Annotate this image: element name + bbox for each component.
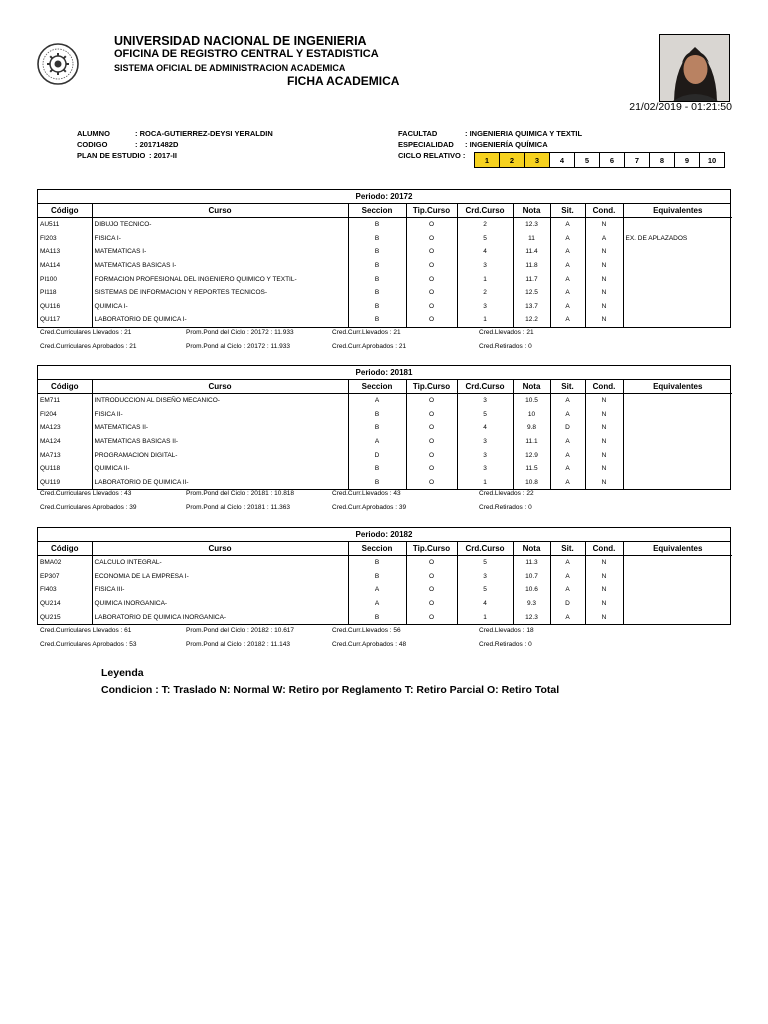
cell-tip: O [406, 218, 457, 232]
summary-c2: Cred.Curr.Aprobados : 39 [332, 504, 407, 511]
cell-seccion: B [348, 300, 406, 314]
column-header-curso: Curso [92, 204, 348, 218]
cell-seccion: B [348, 218, 406, 232]
cell-sit: A [550, 218, 585, 232]
column-header-crd: Crd.Curso [457, 380, 513, 394]
student-photo [659, 34, 730, 102]
cell-tip: O [406, 462, 457, 476]
summary-a2: Cred.Curriculares Aprobados : 39 [40, 504, 137, 511]
cell-equiv [623, 259, 732, 273]
cell-codigo: MA113 [38, 245, 92, 259]
cell-seccion: B [348, 286, 406, 300]
cell-codigo: MA713 [38, 448, 92, 462]
cell-nota: 13.7 [513, 300, 550, 314]
cell-tip: O [406, 245, 457, 259]
summary-c1: Cred.Curr.Llevados : 43 [332, 490, 401, 497]
cell-nota: 11.3 [513, 556, 550, 570]
course-row [38, 245, 732, 259]
cell-crd: 3 [457, 462, 513, 476]
cell-crd: 1 [457, 476, 513, 490]
cell-nota: 10.8 [513, 476, 550, 490]
cell-crd: 5 [457, 583, 513, 597]
cell-nota: 10.6 [513, 583, 550, 597]
period-table [37, 189, 731, 328]
cell-cond: N [585, 610, 623, 624]
course-row [38, 462, 732, 476]
column-header-curso: Curso [92, 542, 348, 556]
cell-tip: O [406, 435, 457, 449]
cell-codigo: QU118 [38, 462, 92, 476]
cell-equiv: EX. DE APLAZADOS [625, 234, 688, 242]
ciclo-cell: 3 [525, 153, 550, 168]
ciclo-cell: 5 [575, 153, 600, 168]
cell-tip: O [406, 408, 457, 422]
cell-codigo: EP307 [38, 570, 92, 584]
cell-curso: FISICA II- [92, 408, 348, 422]
especialidad-label: ESPECIALIDAD [398, 140, 454, 149]
cell-crd: 4 [457, 245, 513, 259]
cell-sit: A [550, 232, 585, 246]
cell-cond: N [585, 583, 623, 597]
course-row [38, 232, 732, 246]
cell-crd: 3 [457, 394, 513, 408]
column-header-sit: Sit. [550, 380, 585, 394]
cell-codigo: QU116 [38, 300, 92, 314]
cell-curso: MATEMATICAS II- [92, 421, 348, 435]
cell-tip: O [406, 313, 457, 327]
column-header-nota: Nota [513, 380, 550, 394]
cell-curso: MATEMATICAS BASICAS I- [92, 259, 348, 273]
cell-seccion: B [348, 610, 406, 624]
cell-seccion: B [348, 272, 406, 286]
cell-equiv [623, 245, 732, 259]
period-summary [40, 490, 730, 516]
cell-equiv [623, 218, 732, 232]
cell-tip: O [406, 583, 457, 597]
cell-tip: O [406, 570, 457, 584]
cell-equiv [623, 556, 732, 570]
summary-b1: Prom.Pond del Ciclo : 20182 : 10.617 [186, 627, 295, 634]
column-header-tip: Tip.Curso [406, 204, 457, 218]
course-row [38, 300, 732, 314]
cell-sit: A [550, 272, 585, 286]
ciclo-cell: 8 [650, 153, 675, 168]
cell-crd: 5 [457, 232, 513, 246]
column-header-seccion: Seccion [348, 380, 406, 394]
cell-nota: 10.5 [513, 394, 550, 408]
cell-crd: 3 [457, 570, 513, 584]
cell-cond: N [585, 313, 623, 327]
cell-crd: 1 [457, 272, 513, 286]
period-table [37, 365, 731, 490]
cell-curso: SISTEMAS DE INFORMACION Y REPORTES TECNICOS- [92, 286, 348, 300]
course-row [38, 610, 732, 624]
cell-nota: 10.7 [513, 570, 550, 584]
cell-nota: 9.3 [513, 597, 550, 611]
cell-nota: 12.9 [513, 448, 550, 462]
cell-curso: LABORATORIO DE QUIMICA I- [92, 313, 348, 327]
cell-sit: A [550, 448, 585, 462]
university-name: UNIVERSIDAD NACIONAL DE INGENIERIA [114, 34, 367, 48]
cell-nota: 12.2 [513, 313, 550, 327]
codigo-value: : 20171482D [135, 140, 179, 149]
cell-tip: O [406, 421, 457, 435]
cell-sit: D [550, 421, 585, 435]
cell-sit: A [550, 462, 585, 476]
print-timestamp: 21/02/2019 - 01:21:50 [629, 101, 732, 113]
ciclo-cell: 1 [475, 153, 500, 168]
summary-a2: Cred.Curriculares Aprobados : 53 [40, 641, 137, 648]
course-row [38, 597, 732, 611]
cell-codigo: QU119 [38, 476, 92, 490]
course-row [38, 408, 732, 422]
cell-nota: 10 [513, 408, 550, 422]
period-summary [40, 627, 730, 653]
cell-crd: 3 [457, 448, 513, 462]
ciclo-cell: 7 [625, 153, 650, 168]
cell-sit: D [550, 597, 585, 611]
cell-equiv [623, 300, 732, 314]
cell-crd: 5 [457, 408, 513, 422]
cell-equiv [623, 583, 732, 597]
cell-equiv [623, 408, 732, 422]
summary-b1: Prom.Pond del Ciclo : 20181 : 10.818 [186, 490, 295, 497]
cell-equiv [623, 394, 732, 408]
ciclo-relativo-label: CICLO RELATIVO : [398, 151, 466, 160]
office-name: OFICINA DE REGISTRO CENTRAL Y ESTADISTICA [114, 48, 379, 60]
summary-d1: Cred.Llevados : 21 [479, 329, 534, 336]
facultad-value: : INGENIERIA QUIMICA Y TEXTIL [465, 129, 583, 138]
ciclo-cell: 10 [700, 153, 725, 168]
course-row [38, 218, 732, 232]
cell-codigo: MA124 [38, 435, 92, 449]
cell-equiv [623, 286, 732, 300]
cell-nota: 11.5 [513, 462, 550, 476]
cell-curso: MATEMATICAS I- [92, 245, 348, 259]
cell-codigo: MA114 [38, 259, 92, 273]
cell-nota: 11.4 [513, 245, 550, 259]
cell-tip: O [406, 232, 457, 246]
cell-crd: 2 [457, 218, 513, 232]
column-header-codigo: Código [38, 380, 92, 394]
column-header-equiv: Equivalentes [623, 542, 732, 556]
cell-curso: MATEMATICAS BASICAS II- [92, 435, 348, 449]
document-title: FICHA ACADEMICA [287, 74, 400, 88]
cell-codigo: PI100 [38, 272, 92, 286]
alumno-label: ALUMNO [77, 129, 110, 138]
cell-nota: 11 [513, 232, 550, 246]
summary-c1: Cred.Curr.Llevados : 56 [332, 627, 401, 634]
cell-curso: DIBUJO TECNICO- [92, 218, 348, 232]
cell-nota: 12.3 [513, 218, 550, 232]
cell-cond: N [585, 286, 623, 300]
cell-cond: N [585, 272, 623, 286]
alumno-value: : ROCA-GUTIERREZ-DEYSI YERALDIN [135, 129, 273, 138]
cell-sit: A [550, 583, 585, 597]
cell-tip: O [406, 394, 457, 408]
summary-c2: Cred.Curr.Aprobados : 48 [332, 641, 407, 648]
cell-sit: A [550, 313, 585, 327]
course-row [38, 313, 732, 327]
cell-tip: O [406, 448, 457, 462]
period-summary [40, 329, 730, 355]
cell-sit: A [550, 476, 585, 490]
cell-tip: O [406, 286, 457, 300]
column-header-cond: Cond. [585, 542, 623, 556]
course-row [38, 259, 732, 273]
course-row [38, 272, 732, 286]
legend-condition-text: Condicion : T: Traslado N: Normal W: Retiro por Reglamento T: Retiro Parcial O: Retiro Total [101, 684, 560, 696]
cell-seccion: B [348, 313, 406, 327]
cell-seccion: B [348, 232, 406, 246]
cell-curso: LABORATORIO DE QUIMICA INORGANICA- [92, 610, 348, 624]
cell-seccion: A [348, 583, 406, 597]
cell-crd: 3 [457, 435, 513, 449]
cell-equiv [623, 448, 732, 462]
cell-equiv [623, 272, 732, 286]
cell-cond: N [585, 421, 623, 435]
column-header-sit: Sit. [550, 542, 585, 556]
column-header-equiv: Equivalentes [623, 204, 732, 218]
cell-nota: 11.7 [513, 272, 550, 286]
column-header-nota: Nota [513, 204, 550, 218]
summary-d2: Cred.Retirados : 0 [479, 504, 532, 511]
cell-nota: 12.5 [513, 286, 550, 300]
column-header-codigo: Código [38, 204, 92, 218]
cell-codigo: FI403 [38, 583, 92, 597]
cell-equiv [623, 476, 732, 490]
cell-curso: ECONOMIA DE LA EMPRESA I- [92, 570, 348, 584]
cell-curso: FORMACION PROFESIONAL DEL INGENIERO QUIMICO Y TEXTIL- [92, 272, 348, 286]
column-header-cond: Cond. [585, 204, 623, 218]
cell-sit: A [550, 435, 585, 449]
cell-cond: N [585, 462, 623, 476]
cell-seccion: A [348, 597, 406, 611]
cell-cond: N [585, 597, 623, 611]
ciclo-cell: 2 [500, 153, 525, 168]
cell-equiv [623, 610, 732, 624]
cell-seccion: B [348, 259, 406, 273]
cell-codigo: MA123 [38, 421, 92, 435]
facultad-label: FACULTAD [398, 129, 438, 138]
cell-curso: QUIMICA INORGANICA- [92, 597, 348, 611]
summary-a2: Cred.Curriculares Aprobados : 21 [40, 343, 137, 350]
course-row [38, 394, 732, 408]
ciclo-cell: 4 [550, 153, 575, 168]
legend-title: Leyenda [101, 667, 144, 679]
cell-cond: N [585, 408, 623, 422]
cell-tip: O [406, 259, 457, 273]
cell-nota: 12.3 [513, 610, 550, 624]
cell-codigo: QU215 [38, 610, 92, 624]
cell-codigo: QU214 [38, 597, 92, 611]
cell-nota: 11.8 [513, 259, 550, 273]
cell-tip: O [406, 300, 457, 314]
course-row [38, 435, 732, 449]
cell-sit: A [550, 408, 585, 422]
cell-curso: FISICA I- [92, 232, 348, 246]
cell-crd: 3 [457, 300, 513, 314]
cell-seccion: B [348, 245, 406, 259]
codigo-label: CODIGO [77, 140, 108, 149]
ciclo-cell: 6 [600, 153, 625, 168]
cell-cond: N [585, 556, 623, 570]
course-row [38, 556, 732, 570]
course-row [38, 570, 732, 584]
cell-codigo: EM711 [38, 394, 92, 408]
cell-nota: 11.1 [513, 435, 550, 449]
column-header-crd: Crd.Curso [457, 542, 513, 556]
summary-a1: Cred.Curriculares Llevados : 61 [40, 627, 132, 634]
summary-a1: Cred.Curriculares Llevados : 43 [40, 490, 132, 497]
especialidad-value: : INGENIERÍA QUÍMICA [465, 140, 548, 149]
cell-seccion: A [348, 394, 406, 408]
plan-value: : 2017-II [149, 151, 177, 160]
cell-cond: N [585, 300, 623, 314]
cell-sit: A [550, 259, 585, 273]
cell-crd: 4 [457, 421, 513, 435]
cell-tip: O [406, 272, 457, 286]
cell-codigo: QU117 [38, 313, 92, 327]
cell-curso: CALCULO INTEGRAL- [92, 556, 348, 570]
cell-nota: 9.8 [513, 421, 550, 435]
cell-curso: FISICA III- [92, 583, 348, 597]
period-title: Periodo: 20172 [38, 190, 730, 204]
column-header-seccion: Seccion [348, 542, 406, 556]
cell-sit: A [550, 245, 585, 259]
summary-b2: Prom.Pond al Ciclo : 20181 : 11.363 [186, 504, 290, 511]
cell-curso: QUIMICA II- [92, 462, 348, 476]
cell-cond: A [585, 232, 623, 246]
cell-sit: A [550, 610, 585, 624]
system-name: SISTEMA OFICIAL DE ADMINISTRACION ACADEMICA [114, 63, 346, 73]
summary-a1: Cred.Curriculares Llevados : 21 [40, 329, 132, 336]
summary-c1: Cred.Curr.Llevados : 21 [332, 329, 401, 336]
cell-seccion: B [348, 570, 406, 584]
cell-sit: A [550, 286, 585, 300]
cell-cond: N [585, 259, 623, 273]
cell-codigo: PI118 [38, 286, 92, 300]
ciclo-cell: 9 [675, 153, 700, 168]
column-header-tip: Tip.Curso [406, 542, 457, 556]
cell-cond: N [585, 218, 623, 232]
cell-seccion: D [348, 448, 406, 462]
cell-equiv [623, 462, 732, 476]
column-header-equiv: Equivalentes [623, 380, 732, 394]
summary-b1: Prom.Pond del Ciclo : 20172 : 11.933 [186, 329, 294, 336]
column-header-nota: Nota [513, 542, 550, 556]
cell-equiv [623, 313, 732, 327]
cell-tip: O [406, 476, 457, 490]
column-header-sit: Sit. [550, 204, 585, 218]
cell-seccion: B [348, 421, 406, 435]
cell-curso: PROGRAMACION DIGITAL- [92, 448, 348, 462]
cell-codigo: BMA02 [38, 556, 92, 570]
period-table [37, 527, 731, 625]
cell-codigo: FI204 [38, 408, 92, 422]
cell-codigo: AU511 [38, 218, 92, 232]
cell-sit: A [550, 394, 585, 408]
course-row [38, 583, 732, 597]
column-header-seccion: Seccion [348, 204, 406, 218]
cell-seccion: B [348, 476, 406, 490]
cell-equiv [623, 435, 732, 449]
cell-cond: N [585, 570, 623, 584]
cell-tip: O [406, 597, 457, 611]
cell-crd: 2 [457, 286, 513, 300]
ciclo-relativo-grid [474, 152, 725, 168]
column-header-cond: Cond. [585, 380, 623, 394]
cell-crd: 3 [457, 259, 513, 273]
cell-equiv [623, 421, 732, 435]
cell-seccion: B [348, 408, 406, 422]
column-header-tip: Tip.Curso [406, 380, 457, 394]
course-row [38, 448, 732, 462]
cell-cond: N [585, 394, 623, 408]
column-header-crd: Crd.Curso [457, 204, 513, 218]
cell-crd: 1 [457, 610, 513, 624]
course-row [38, 476, 732, 490]
cell-codigo: FI203 [38, 232, 92, 246]
cell-crd: 4 [457, 597, 513, 611]
cell-curso: LABORATORIO DE QUIMICA II- [92, 476, 348, 490]
cell-seccion: A [348, 435, 406, 449]
period-title: Periodo: 20181 [38, 366, 730, 380]
cell-curso: INTRODUCCION AL DISEÑO MECANICO- [92, 394, 348, 408]
cell-crd: 1 [457, 313, 513, 327]
summary-b2: Prom.Pond al Ciclo : 20172 : 11.933 [186, 343, 290, 350]
university-seal-logo [36, 37, 80, 91]
period-title: Periodo: 20182 [38, 528, 730, 542]
cell-cond: N [585, 245, 623, 259]
cell-equiv [623, 570, 732, 584]
cell-seccion: B [348, 556, 406, 570]
summary-d1: Cred.Llevados : 22 [479, 490, 534, 497]
cell-tip: O [406, 610, 457, 624]
cell-sit: A [550, 300, 585, 314]
summary-d2: Cred.Retirados : 0 [479, 343, 532, 350]
course-row [38, 286, 732, 300]
summary-d2: Cred.Retirados : 0 [479, 641, 532, 648]
column-header-codigo: Código [38, 542, 92, 556]
cell-seccion: B [348, 462, 406, 476]
summary-b2: Prom.Pond al Ciclo : 20182 : 11.143 [186, 641, 290, 648]
plan-label: PLAN DE ESTUDIO [77, 151, 146, 160]
cell-cond: N [585, 435, 623, 449]
cell-sit: A [550, 570, 585, 584]
cell-curso: QUIMICA I- [92, 300, 348, 314]
summary-d1: Cred.Llevados : 18 [479, 627, 534, 634]
cell-tip: O [406, 556, 457, 570]
cell-crd: 5 [457, 556, 513, 570]
course-row [38, 421, 732, 435]
summary-c2: Cred.Curr.Aprobados : 21 [332, 343, 407, 350]
cell-cond: N [585, 476, 623, 490]
column-header-curso: Curso [92, 380, 348, 394]
cell-cond: N [585, 448, 623, 462]
cell-equiv [623, 597, 732, 611]
cell-sit: A [550, 556, 585, 570]
